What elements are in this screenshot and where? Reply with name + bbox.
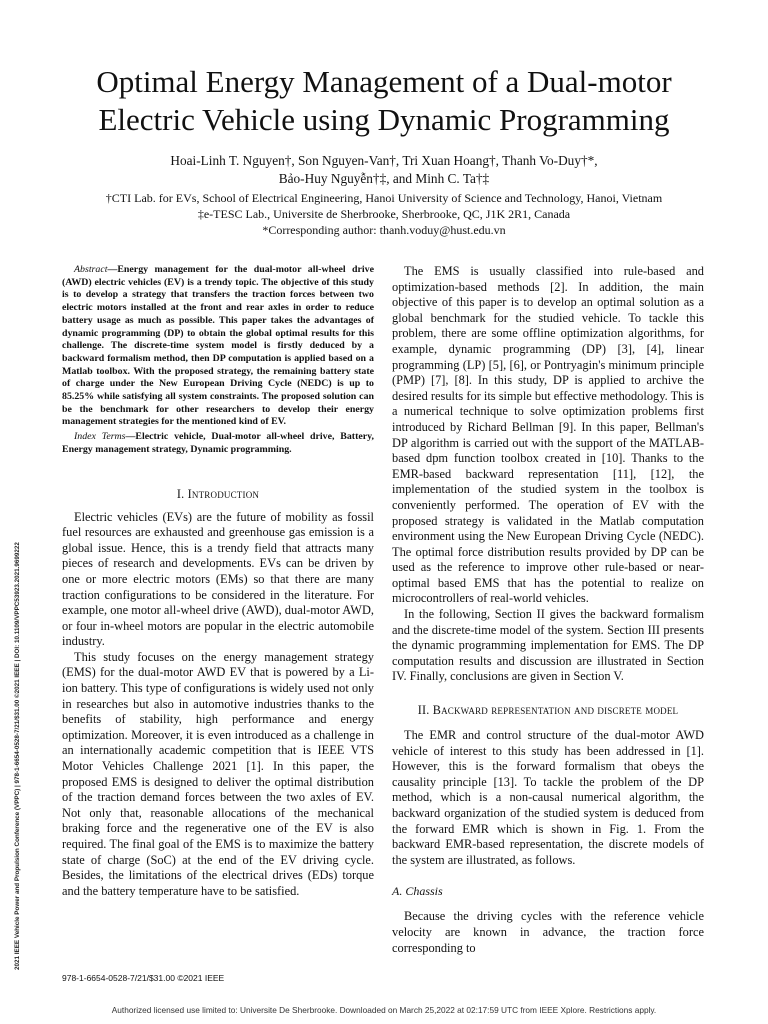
right-column bbox=[392, 264, 704, 956]
authors-line-2: Bảo-Huy Nguyễn†‡, and Minh C. Ta†‡ bbox=[278, 171, 490, 186]
side-margin-note bbox=[12, 330, 24, 970]
section-heading-introduction: I. Introduction bbox=[176, 486, 260, 501]
intro-paragraph-1: Electric vehicles (EVs) are the future of mobility as fossil fuel resources are exhausted and greenhouse gas emission is a global issue. Hence, this is a trendy field that attracts many pieces of research and developments. EVs can be driven by one or more electric motors (EMs) so that there are many traction configurations to be considered in the literature. For example, one motor all-wheel drive (AWD), dual-motor AWD, or four in-wheel motors are popular in the electric automobile industry. bbox=[62, 509, 374, 649]
index-terms bbox=[62, 431, 374, 456]
chassis-paragraph: Because the driving cycles with the reference vehicle velocity are known in advance, the traction force corresponding to bbox=[392, 909, 704, 955]
right-paragraph-1: The EMS is usually classified into rule-based and optimization-based methods [2]. In addition, the main objective of this paper is to develop an optimal solution as a global benchmark for the studied vehicle. To tackle this problem, there are some offline optimization algorithms, for example, dynamic programming (DP) [3], [4], linear programming (LP) [5], [6], or Pontryagin's minimum principle (PMP) [7], [8]. In this study, DP is applied to archive the desired results for its simple but effective methodology. This is a numerical technique to solve optimization problems first introduced by Richard Bellman [9]. In this paper, Bellman's DP algorithm is carried out with the support of the MATLAB-based dpm function toolbox created in [10]. Thanks to the EMR-based backward representation [11], [12], the implementation of the studied system in the toolbox is conveniently performed. The operation of EV with the proposed strategy is validated in the Matlab computation environment using the New European Driving Cycle (NEDC). The optimal force distribution results provided by DP can be used as the reference to improve other rule-based or near-optimal based EMS that has the potential to realize on microcontrollers of real-world vehicles. bbox=[392, 264, 704, 606]
authors-line-1: Hoai-Linh T. Nguyen†, Son Nguyen-Van†, Tri Xuan Hoang†, Thanh Vo-Duy†*, bbox=[170, 153, 598, 168]
title-line-1: Optimal Energy Management of a Dual-motor bbox=[96, 64, 672, 99]
corresponding-author: *Corresponding author: thanh.voduy@hust.edu.vn bbox=[262, 223, 506, 237]
abstract-lead: Abstract bbox=[74, 264, 108, 275]
author-list bbox=[60, 152, 708, 188]
conference-doi-strip: 2021 IEEE Vehicle Power and Propulsion Conference (VPPC) | 978-1-6654-0528-7/21/$31.00 ©2021 IEEE | DOI: 10.1109/VPPC53923.2021.9699222 bbox=[14, 542, 21, 970]
section-heading-backward: II. Backward representation and discrete model bbox=[417, 703, 679, 718]
intro-paragraph-2: This study focuses on the energy management strategy (EMS) for the dual-motor AWD EV that is powered by a Li-ion battery. This type of configurations is widely used not only in researches but also in automotive industries thanks to the benefits of stability, high performance and energy optimization. Moreover, it is even introduced as a challenge in an internationally academic competition that is IEEE VTS Motor Vehicles Challenge 2021 [1]. In this paper, the proposed EMS is designed to deliver the optimal distribution of the traction demand forces between the two axles of EV. Not only that, reasonable allocations of the mechanical braking force and the regenerative one of the EV is also required. The final goal of the EMS is to maximize the battery state of charge (SoC) at the end of the EV driving cycle. Besides, the limitations of the electrical drives (EDs) torque and the battery temperature have to be satisfied. bbox=[62, 649, 374, 898]
license-notice: Authorized licensed use limited to: Universite De Sherbrooke. Downloaded on March 25,2022 at 02:17:59 UTC from IEEE Xplore. Restrictions apply. bbox=[111, 1005, 657, 1015]
section2-paragraph: The EMR and control structure of the dual-motor AWD vehicle of interest to this study has been addressed in [1]. However, this is the forward formalism that obeys the causality principle [13]. To tackle the problem of the DP method, which is a non-causal numerical algorithm, the backward organization of the studied system is deduced from the forward EMR which is shown in Fig. 1. From the backward EMR-based representation, the discrete models of the system are illustrated, as follows. bbox=[392, 728, 704, 867]
footer-copyright: 978-1-6654-0528-7/21/$31.00 ©2021 IEEE bbox=[62, 973, 225, 983]
right-paragraph-2: In the following, Section II gives the backward formalism and the discrete-time model of the system. Section III presents the dynamic programming implementation for EMS. The DP computation results and discussion are illustrated in Section IV. Finally, conclusions are given in Section V. bbox=[392, 607, 704, 684]
paper-title bbox=[60, 63, 708, 139]
abstract-text: —Energy management for the dual-motor all-wheel drive (AWD) electric vehicles (EV) is a trendy topic. The objective of this study is to develop a strategy that transfers the traction forces between two electric motors installed at the front and rear axles in order to reduce battery usage as much as possible. This paper takes the advantages of dynamic programming (DP) to obtain the global optimal results for this challenge. The discrete-time system model is firstly deduced by a backward formalism method, then DP computation is applied based on a Matlab toolbox. With the proposed strategy, the remaining battery state of charge under the New European Driving Cycle (NEDC) is up to 85.25% while satisfying all system constraints. The proposed solution can be the benchmark for other researchers to develop their energy management strategies for the mentioned kind of EV. bbox=[62, 264, 374, 428]
title-line-2: Electric Vehicle using Dynamic Programming bbox=[98, 102, 670, 137]
subsection-heading-chassis: A. Chassis bbox=[392, 884, 443, 899]
affiliation-cti: †CTI Lab. for EVs, School of Electrical Engineering, Hanoi University of Science and Technology, Hanoi, Vietnam bbox=[105, 191, 663, 205]
index-terms-lead: Index Terms bbox=[74, 431, 126, 443]
abstract bbox=[62, 264, 374, 429]
affiliation-etesc: ‡e-TESC Lab., Universite de Sherbrooke, Sherbrooke, QC, J1K 2R1, Canada bbox=[197, 207, 571, 221]
left-column bbox=[62, 264, 374, 899]
affiliations bbox=[60, 190, 708, 238]
index-terms-text: —Electric vehicle, Dual-motor all-wheel drive, Battery, Energy management strategy, Dynamic programming. bbox=[62, 431, 374, 455]
